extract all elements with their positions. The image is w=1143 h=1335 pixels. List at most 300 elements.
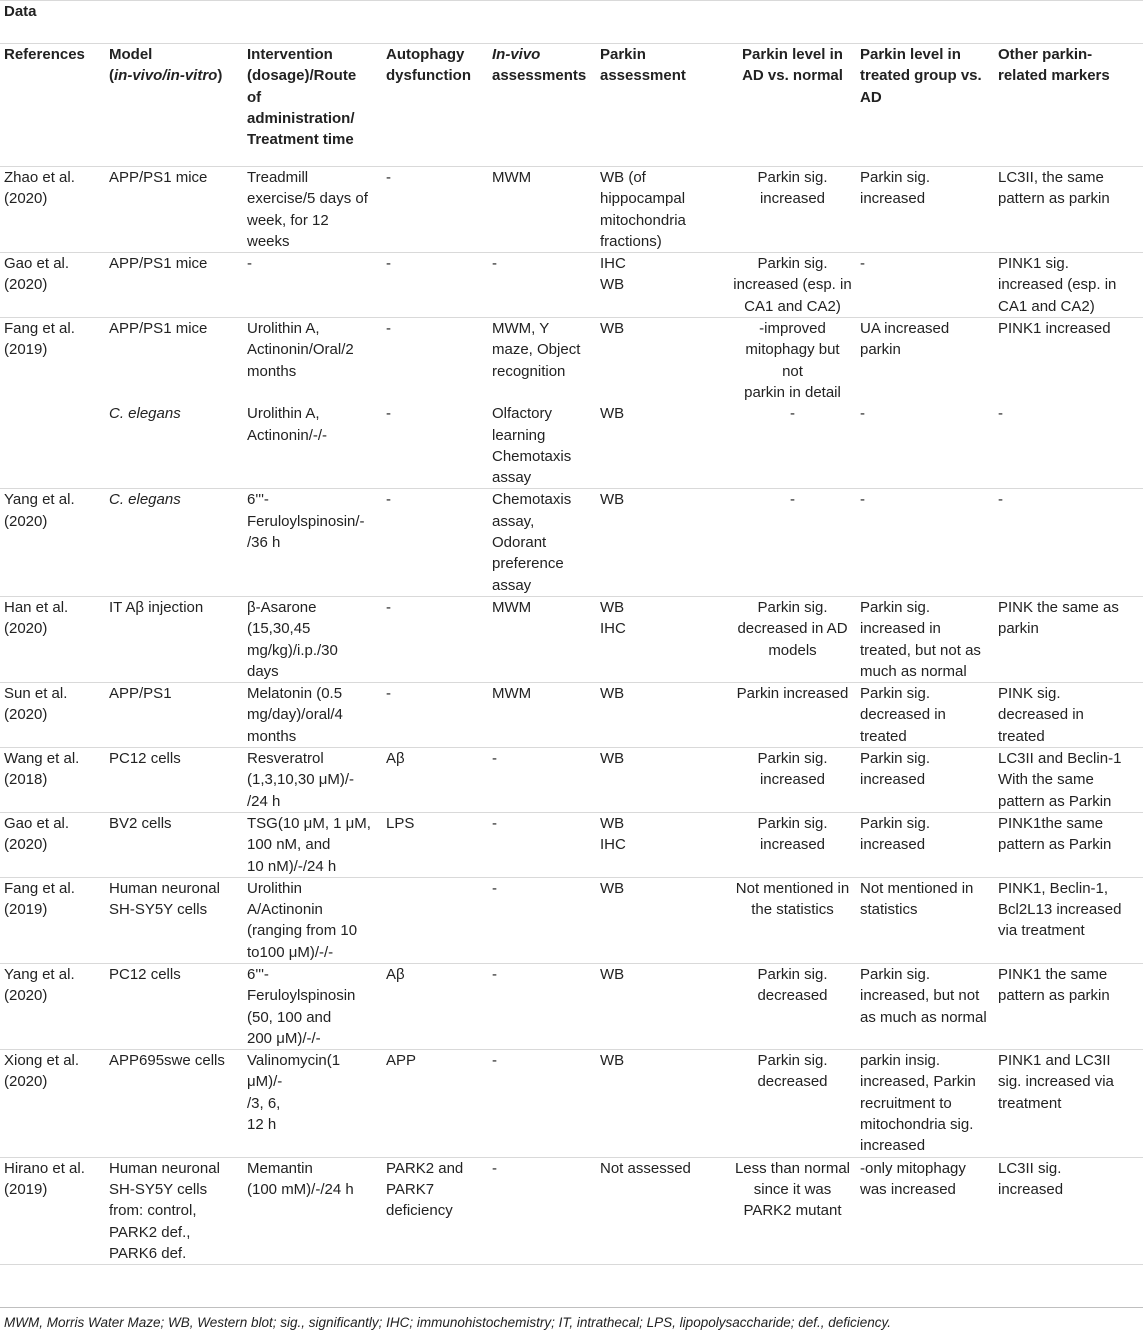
cell-line: PARK6 def. [109, 1244, 187, 1262]
cell-line: mitochondria sig. [860, 1116, 974, 1134]
invivo-cell [488, 318, 596, 404]
cell-line: PARK7 [386, 1180, 435, 1198]
cell-line: - [492, 1159, 497, 1177]
intervention-cell [243, 683, 382, 748]
cell-line: mg/kg)/i.p./30 [247, 641, 338, 659]
cell-line: Parkin sig. [860, 814, 931, 832]
cell-line: mg/day)/oral/4 [247, 706, 343, 724]
table-row [0, 963, 1143, 1049]
autophagy-cell [382, 812, 488, 877]
invivo-cell [488, 812, 596, 877]
invivo-cell [488, 877, 596, 963]
cell-line: Treadmill [247, 169, 309, 186]
ref-cell [0, 812, 105, 877]
cell-line: CA1 and CA2) [744, 297, 841, 315]
table-row [0, 748, 1143, 813]
cell-line: (1,3,10,30 μM)/- [247, 771, 355, 789]
cell-line: Urolithin [247, 879, 303, 897]
cell-line: fractions) [600, 232, 662, 250]
cell-line: increased (esp. in [998, 276, 1117, 294]
cell-line: treatment [998, 1094, 1062, 1112]
parkin-assessment-cell [596, 1157, 729, 1264]
cell-line: - [790, 405, 795, 423]
cell-line: Olfactory [492, 405, 553, 423]
other-markers-cell [994, 596, 1143, 682]
cell-line: Han et al. [4, 598, 69, 616]
cell-line: increased [860, 1137, 926, 1155]
cell-line: - [998, 491, 1003, 509]
table-row [0, 318, 1143, 404]
cell-line: WB [600, 491, 625, 509]
cell-line: C. elegans [109, 491, 181, 509]
parkin-assessment-cell [596, 877, 729, 963]
table-row [0, 812, 1143, 877]
other-markers-cell [994, 489, 1143, 596]
cell-line: (dosage)/Route [247, 67, 357, 85]
cell-line: Parkin sig. [757, 965, 828, 983]
cell-line: Chemotaxis [492, 491, 572, 509]
cell-line: - [790, 491, 795, 509]
cell-line: sig. increased via [998, 1073, 1114, 1091]
parkin-assessment-cell [596, 167, 729, 253]
autophagy-cell [382, 1050, 488, 1157]
cell-line: parkin [860, 341, 901, 359]
cell-line: Parkin sig. [860, 685, 931, 703]
table-footnote: MWM, Morris Water Maze; WB, Western blot; sig., significantly; IHC; immunohistochemistry; IT, intrathecal; LPS, lipopolysaccharide; def., deficiency. [4, 1315, 892, 1330]
cell-line: With the same [998, 771, 1094, 789]
ref-cell [0, 489, 105, 596]
cell-line: MWM [492, 598, 532, 616]
cell-line: decreased in [860, 706, 946, 724]
cell-line: Zhao et al. [4, 169, 75, 186]
cell-line: (2019) [4, 901, 48, 919]
other-markers-cell [994, 963, 1143, 1049]
intervention-cell [243, 1050, 382, 1157]
ref-cell [0, 167, 105, 253]
cell-line: WB [600, 814, 625, 832]
cell-line: APP/PS1 mice [109, 320, 208, 338]
level-treated-cell [856, 596, 994, 682]
cell-line: β-Asarone [247, 598, 317, 616]
table-row [0, 596, 1143, 682]
cell-line: APP/PS1 [109, 685, 172, 703]
cell-line: Yang et al. [4, 965, 75, 983]
model-cell [105, 489, 243, 596]
cell-line: increased in [860, 620, 941, 638]
cell-line: Valinomycin(1 μM)/- [247, 1052, 341, 1091]
cell-line: Aβ [386, 750, 405, 768]
cell-line: Not mentioned in [735, 879, 850, 897]
invivo-cell [488, 683, 596, 748]
cell-line: AD [860, 88, 882, 106]
table-row [0, 253, 1143, 318]
cell-line: /36 h [247, 534, 281, 552]
level-treated-cell [856, 318, 994, 404]
cell-line: (50, 100 and [247, 1008, 332, 1026]
cell-line: recruitment to [860, 1094, 952, 1112]
cell-line: PINK sig. [998, 685, 1061, 703]
intervention-cell [243, 253, 382, 318]
cell-line: (2020) [4, 276, 48, 294]
cell-line: -improved [759, 320, 826, 338]
cell-line: Parkin sig. [757, 169, 828, 186]
cell-line: deficiency [386, 1202, 453, 1220]
ref-cell [0, 1050, 105, 1157]
cell-line: (15,30,45 [247, 620, 311, 638]
cell-line: weeks [247, 232, 290, 250]
cell-line: AD vs. normal [742, 67, 843, 85]
cell-line: Hirano et al. [4, 1159, 85, 1177]
level-treated-cell [856, 1050, 994, 1157]
table-row [0, 683, 1143, 748]
cell-line: Memantin [247, 1159, 313, 1177]
cell-line: PC12 cells [109, 750, 181, 768]
cell-line: PINK1 increased [998, 320, 1111, 338]
level-treated-cell [856, 748, 994, 813]
model-cell [105, 318, 243, 404]
intervention-cell [243, 1157, 382, 1264]
cell-line: Xiong et al. [4, 1052, 80, 1070]
intervention-cell [243, 596, 382, 682]
other-markers-cell [994, 403, 1143, 489]
cell-line: Parkin sig. [757, 1052, 828, 1070]
model-cell [105, 963, 243, 1049]
cell-line: months [247, 727, 297, 745]
cell-line: - [386, 685, 391, 703]
cell-line: WB [600, 1052, 625, 1070]
level-treated-cell [856, 253, 994, 318]
cell-line: - [386, 320, 391, 338]
cell-line: Fang et al. [4, 320, 75, 338]
cell-line: mitochondria [600, 211, 686, 229]
invivo-cell [488, 963, 596, 1049]
cell-line: UA increased [860, 320, 950, 338]
cell-line: Resveratrol [247, 750, 324, 768]
cell-line: Parkin [600, 46, 646, 63]
cell-line: (2020) [4, 706, 48, 724]
cell-line: (2019) [4, 1180, 48, 1198]
cell-line: assessment [600, 67, 686, 85]
cell-line: Less than normal [734, 1159, 851, 1177]
cell-line: related markers [998, 67, 1110, 85]
parkin-assessment-cell [596, 812, 729, 877]
cell-line: - [860, 255, 865, 273]
cell-line: LC3II, the same [998, 169, 1104, 186]
cell-line: LC3II sig. [998, 1159, 1062, 1177]
cell-line: Wang et al. [4, 750, 80, 768]
cell-line: PARK2 and [386, 1159, 464, 1177]
cell-line: (2020) [4, 1073, 48, 1091]
autophagy-cell [382, 167, 488, 253]
cell-line: pattern as parkin [998, 190, 1110, 208]
cell-line: Intervention [247, 46, 333, 63]
table-row [0, 1157, 1143, 1264]
cell-line: increased [860, 836, 926, 854]
model-cell [105, 1157, 243, 1264]
cell-line: - [386, 405, 391, 423]
cell-line: treated group vs. [860, 67, 982, 85]
header-other-markers [994, 44, 1143, 167]
parkin-assessment-cell [596, 489, 729, 596]
other-markers-cell [994, 877, 1143, 963]
parkin-assessment-cell [596, 318, 729, 404]
parkin-assessment-cell [596, 963, 729, 1049]
level-ad-cell [729, 596, 856, 682]
level-ad-cell [729, 167, 856, 253]
cell-line: PINK1 the same [998, 965, 1108, 983]
cell-line: since it was [753, 1180, 832, 1198]
cell-line: 12 h [247, 1116, 277, 1134]
cell-line: LC3II and Beclin-1 [998, 750, 1122, 768]
model-cell [105, 683, 243, 748]
cell-line: Gao et al. [4, 814, 70, 832]
cell-line: Gao et al. [4, 255, 70, 273]
cell-line: models [768, 641, 817, 659]
cell-line: Melatonin (0.5 [247, 685, 343, 703]
level-ad-cell [729, 683, 856, 748]
cell-line: - [492, 879, 497, 897]
cell-line: IHC [600, 836, 626, 854]
cell-line: IHC [600, 620, 626, 638]
cell-line: (100 mM)/-/24 h [247, 1180, 354, 1198]
ref-cell [0, 748, 105, 813]
parkin-assessment-cell [596, 253, 729, 318]
other-markers-cell [994, 167, 1143, 253]
header-level-treated [856, 44, 994, 167]
header-invivo: In-vivo assessments [488, 44, 596, 167]
level-treated-cell [856, 812, 994, 877]
cell-line: - [386, 169, 391, 186]
parkin-assessment-cell [596, 748, 729, 813]
cell-line: WB [600, 320, 625, 338]
autophagy-cell [382, 963, 488, 1049]
cell-line: - [492, 965, 497, 983]
cell-line: A/Actinonin [247, 901, 323, 919]
cell-line: pattern as Parkin [998, 836, 1112, 854]
model-cell [105, 748, 243, 813]
cell-line: (2020) [4, 620, 48, 638]
intervention-cell [243, 748, 382, 813]
level-treated-cell [856, 403, 994, 489]
cell-line: Parkin sig. [757, 814, 828, 832]
cell-line: PC12 cells [109, 965, 181, 983]
invivo-cell [488, 167, 596, 253]
model-cell [105, 167, 243, 253]
other-markers-cell [994, 318, 1143, 404]
cell-line: much as normal [860, 662, 967, 680]
cell-line: Yang et al. [4, 491, 75, 509]
cell-line: WB [600, 685, 625, 703]
cell-line: Parkin sig. [860, 169, 931, 186]
cell-line: Not mentioned in [860, 879, 974, 897]
footnote-divider [0, 1307, 1143, 1308]
level-ad-cell [729, 1157, 856, 1264]
cell-line: WB [600, 879, 625, 897]
cell-line: APP/PS1 mice [109, 255, 208, 273]
cell-line: increased [759, 190, 826, 208]
cell-line: Human neuronal [109, 1159, 220, 1177]
cell-line: WB [600, 750, 625, 768]
invivo-cell [488, 489, 596, 596]
cell-line: pattern as parkin [998, 987, 1110, 1005]
cell-line: treated, but not as [860, 641, 981, 659]
cell-line: the statistics [751, 901, 834, 919]
cell-line: Not assessed [600, 1159, 691, 1177]
cell-line: WB [600, 276, 625, 294]
cell-line: MWM [492, 685, 532, 703]
cell-line: Treatment time [247, 131, 354, 149]
cell-line: (2020) [4, 836, 48, 854]
cell-line: increased (esp. in [733, 276, 852, 294]
cell-line: of [247, 88, 262, 106]
cell-line: TSG(10 μM, 1 μM, [247, 814, 371, 832]
table-title: Data [0, 1, 1143, 44]
cell-line: - [247, 255, 252, 273]
cell-line: assay, [492, 512, 535, 530]
cell-line: week, for 12 [247, 211, 329, 229]
cell-line: increased [860, 771, 926, 789]
cell-line: PINK1the same [998, 814, 1104, 832]
cell-line: - [386, 598, 391, 616]
cell-line: - [860, 405, 865, 423]
ref-cell [0, 318, 105, 404]
level-treated-cell [856, 683, 994, 748]
cell-line: days [247, 662, 279, 680]
cell-line: Parkin sig. [860, 965, 931, 983]
cell-line: - [998, 405, 1003, 423]
cell-line: SH-SY5Y cells [109, 1180, 208, 1198]
cell-line: increased [759, 771, 826, 789]
cell-line: exercise/5 days of [247, 190, 368, 208]
intervention-cell [243, 963, 382, 1049]
cell-line: assay [492, 469, 532, 487]
cell-line: Odorant [492, 534, 547, 552]
header-model: Model (in-vivo/in-vitro) [105, 44, 243, 167]
cell-line: was increased [860, 1180, 956, 1198]
autophagy-cell [382, 748, 488, 813]
cell-line: recognition [492, 362, 566, 380]
cell-line: increased, Parkin [860, 1073, 976, 1091]
table-body [0, 167, 1143, 1265]
cell-line: Parkin sig. [860, 598, 931, 616]
cell-line: - [386, 255, 391, 273]
cell-line: APP/PS1 mice [109, 169, 208, 186]
cell-line: parkin [998, 620, 1039, 638]
cell-line: APP695swe cells [109, 1052, 225, 1070]
cell-line: decreased in AD [737, 620, 848, 638]
cell-line: IT Aβ injection [109, 598, 204, 616]
other-markers-cell [994, 683, 1143, 748]
other-markers-cell [994, 1050, 1143, 1157]
table-row [0, 167, 1143, 253]
header-row [0, 44, 1143, 167]
level-ad-cell [729, 812, 856, 877]
invivo-cell [488, 748, 596, 813]
cell-line: parkin in detail [744, 383, 841, 401]
cell-line: MWM, Y [492, 320, 550, 338]
model-cell [105, 403, 243, 489]
model-cell [105, 877, 243, 963]
level-ad-cell [729, 489, 856, 596]
autophagy-cell [382, 877, 488, 963]
cell-line: (2020) [4, 987, 48, 1005]
cell-line: PARK2 mutant [743, 1202, 842, 1220]
invivo-cell [488, 596, 596, 682]
intervention-cell [243, 403, 382, 489]
cell-line: learning [492, 426, 546, 444]
table-row [0, 1050, 1143, 1157]
level-treated-cell [856, 167, 994, 253]
cell-line: decreased [757, 1073, 828, 1091]
header-parkin-assessment [596, 44, 729, 167]
cell-line: treated [998, 727, 1045, 745]
cell-line: WB [600, 965, 625, 983]
cell-line: 100 nM, and [247, 836, 331, 854]
level-treated-cell [856, 877, 994, 963]
cell-line: Aβ [386, 965, 405, 983]
cell-line: - [492, 814, 497, 832]
cell-line: MWM [492, 169, 532, 186]
cell-line: increased [860, 190, 926, 208]
level-ad-cell [729, 748, 856, 813]
level-ad-cell [729, 963, 856, 1049]
cell-line: /24 h [247, 792, 281, 810]
ref-cell [0, 253, 105, 318]
cell-line: (2019) [4, 341, 48, 359]
cell-line: Parkin sig. [757, 750, 828, 768]
cell-line: as much as normal [860, 1008, 987, 1026]
level-treated-cell [856, 489, 994, 596]
cell-line: from: control, [109, 1202, 197, 1220]
cell-line: Parkin increased [736, 685, 849, 703]
cell-line: hippocampal [600, 190, 686, 208]
cell-line: Urolithin A, [247, 405, 320, 423]
cell-line: 200 μM)/-/- [247, 1029, 321, 1047]
autophagy-cell [382, 596, 488, 682]
autophagy-cell [382, 253, 488, 318]
cell-line: - [492, 255, 497, 273]
cell-line: statistics [860, 901, 918, 919]
other-markers-cell [994, 253, 1143, 318]
cell-line: Actinonin/-/- [247, 426, 328, 444]
cell-line: IHC [600, 255, 626, 273]
cell-line: - [860, 491, 865, 509]
ref-cell [0, 596, 105, 682]
cell-line: months [247, 362, 297, 380]
cell-line: 10 nM)/-/24 h [247, 857, 337, 875]
cell-line: 6'''- [247, 491, 269, 509]
cell-line: parkin insig. [860, 1052, 941, 1070]
cell-line: SH-SY5Y cells [109, 901, 208, 919]
invivo-cell [488, 403, 596, 489]
model-cell [105, 596, 243, 682]
parkin-assessment-cell [596, 683, 729, 748]
cell-line: increased [998, 1180, 1064, 1198]
level-ad-cell [729, 318, 856, 404]
cell-line: Parkin sig. [757, 255, 828, 273]
invivo-cell [488, 253, 596, 318]
cell-line: PINK1 and LC3II [998, 1052, 1111, 1070]
autophagy-cell [382, 318, 488, 404]
cell-line: Human neuronal [109, 879, 220, 897]
cell-line: PINK1, Beclin-1, [998, 879, 1109, 897]
cell-line: Fang et al. [4, 879, 75, 897]
cell-line: Chemotaxis [492, 447, 572, 465]
other-markers-cell [994, 812, 1143, 877]
ref-cell [0, 1157, 105, 1264]
other-markers-cell [994, 1157, 1143, 1264]
cell-line: PINK1 sig. [998, 255, 1069, 273]
